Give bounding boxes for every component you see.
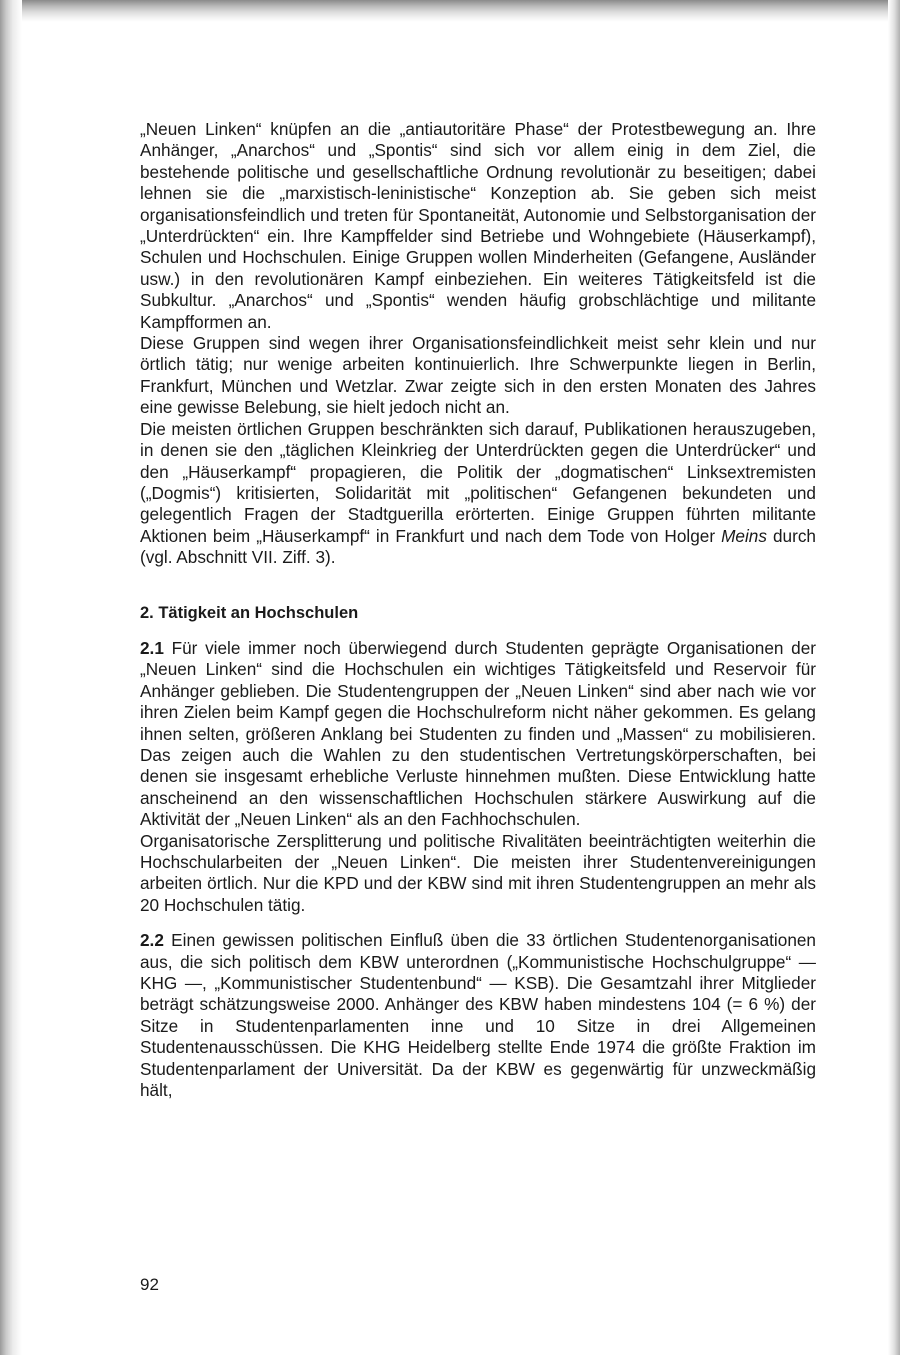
section-number-2-2: 2.2 — [140, 930, 164, 951]
intro-paragraph-3-end: durch (vgl. Abschnitt VII. Ziff. 3). — [140, 525, 816, 568]
section-2-1-paragraph-1 — [140, 638, 816, 831]
intro-paragraph-3-text: Die meisten örtlichen Gruppen beschränkten sich darauf, Publikationen herauszugeben, in denen sie den „täglichen Kleinkrieg der Unterdrückten gegen die Unterdrücker“ und den „Häuserkampf“ propagieren, die Politik der „dogmatischen“ Linksextremisten („Dogmis“) kritisierten, Solidarität mit „politischen“ Gefangenen bekundeten und gelegentlich Fragen der Stadtguerilla erörterten. Einige Gruppen führten militante Aktionen beim „Häuserkampf“ in Frankfurt und nach dem Tode von Holger — [140, 418, 816, 546]
scan-shadow-right — [888, 0, 900, 1355]
intro-paragraph-3 — [140, 419, 816, 569]
section-2-1-paragraph-2: Organisatorische Zersplitterung und politische Rivalitäten beeinträchtigten weiterhin die Hochschularbeiten der „Neuen Linken“. Die meisten ihrer Studentenvereinigungen arbeiten örtlich. Nur die KPD und der KBW sind mit ihren Studentengruppen an mehr als 20 Hochschulen tätig. — [140, 830, 816, 915]
intro-paragraph-1: „Neuen Linken“ knüpfen an die „antiautoritäre Phase“ der Protestbewegung an. Ihre Anhänger, „Anarchos“ und „Spontis“ sind sich vor allem einig in dem Ziel, die bestehende politische und gesellschaftliche Ordnung revolutionär zu beseitigen; dabei lehnen sie die „marxistisch-leninistische“ Konzeption ab. Sie geben sich meist organisationsfeindlich und treten für Spontaneität, Autonomie und Selbstorganisation der „Unterdrückten“ ein. Ihre Kampffelder sind Betriebe und Wohngebiete (Häuserkampf), Schulen und Hochschulen. Einige Gruppen wollen Minderheiten (Gefangene, Ausländer usw.) in den revolutionären Kampf einbeziehen. Ein weiteres Tätigkeitsfeld ist die Subkultur. „Anarchos“ und „Spontis“ wenden häufig grobschlächtige und militante Kampfformen an. — [140, 119, 816, 332]
page-body — [140, 119, 816, 1101]
section-heading: 2. Tätigkeit an Hochschulen — [140, 603, 359, 622]
section-number-2-1: 2.1 — [140, 637, 164, 658]
page-number: 92 — [140, 1275, 159, 1294]
section-2-1-text: Für viele immer noch überwiegend durch Studenten geprägte Organisationen der „Neuen Linken“ sind die Hochschulen ein wichtiges Tätigkeitsfeld und Reservoir für Anhänger geblieben. Die Studentengruppen der „Neuen Linken“ sind aber nach wie vor ihren Zielen beim Kampf gegen die Hochschulreform nicht näher gekommen. Es gelang ihnen selten, größeren Anklang bei Studenten zu finden und „Massen“ zu mobilisieren. Das zeigen auch die Wahlen zu den studentischen Vertretungskörperschaften, bei denen sie insgesamt erhebliche Verluste hinnehmen mußten. Diese Entwicklung hatte anscheinend an den wissenschaftlichen Hochschulen stärkere Auswirkung auf die Aktivität der „Neuen Linken“ als an den Fachhochschulen. — [140, 637, 816, 830]
scan-shadow-top — [0, 0, 900, 22]
intro-paragraph-2: Diese Gruppen sind wegen ihrer Organisationsfeindlichkeit meist sehr klein und nur örtlich tätig; nur wenige arbeiten kontinuierlich. Ihre Schwerpunkte liegen in Berlin, Frankfurt, München und Wetzlar. Zwar zeigte sich in den ersten Monaten des Jahres eine gewisse Belebung, sie hielt jedoch nicht an. — [140, 333, 816, 418]
section-2-2-text: Einen gewissen politischen Einfluß üben die 33 örtlichen Studentenorganisationen aus, die sich politisch dem KBW unterordnen („Kommunistische Hochschulgruppe“ — KHG —, „Kommunistischer Studentenbund“ — KSB). Die Gesamtzahl ihrer Mitglieder beträgt schätzungsweise 2000. Anhänger des KBW haben mindestens 104 (= 6 %) der Sitze in Studentenparlamenten inne und 10 Sitze in drei Allgemeinen Studentenausschüssen. Die KHG Heidelberg stellte Ende 1974 die größte Fraktion im Studentenparlament der Universität. Da der KBW es gegenwärtig für unzweckmäßig hält, — [140, 930, 816, 1101]
section-2-2-paragraph — [140, 930, 816, 1101]
name-meins: Meins — [721, 525, 767, 546]
scan-shadow-left — [0, 0, 22, 1355]
